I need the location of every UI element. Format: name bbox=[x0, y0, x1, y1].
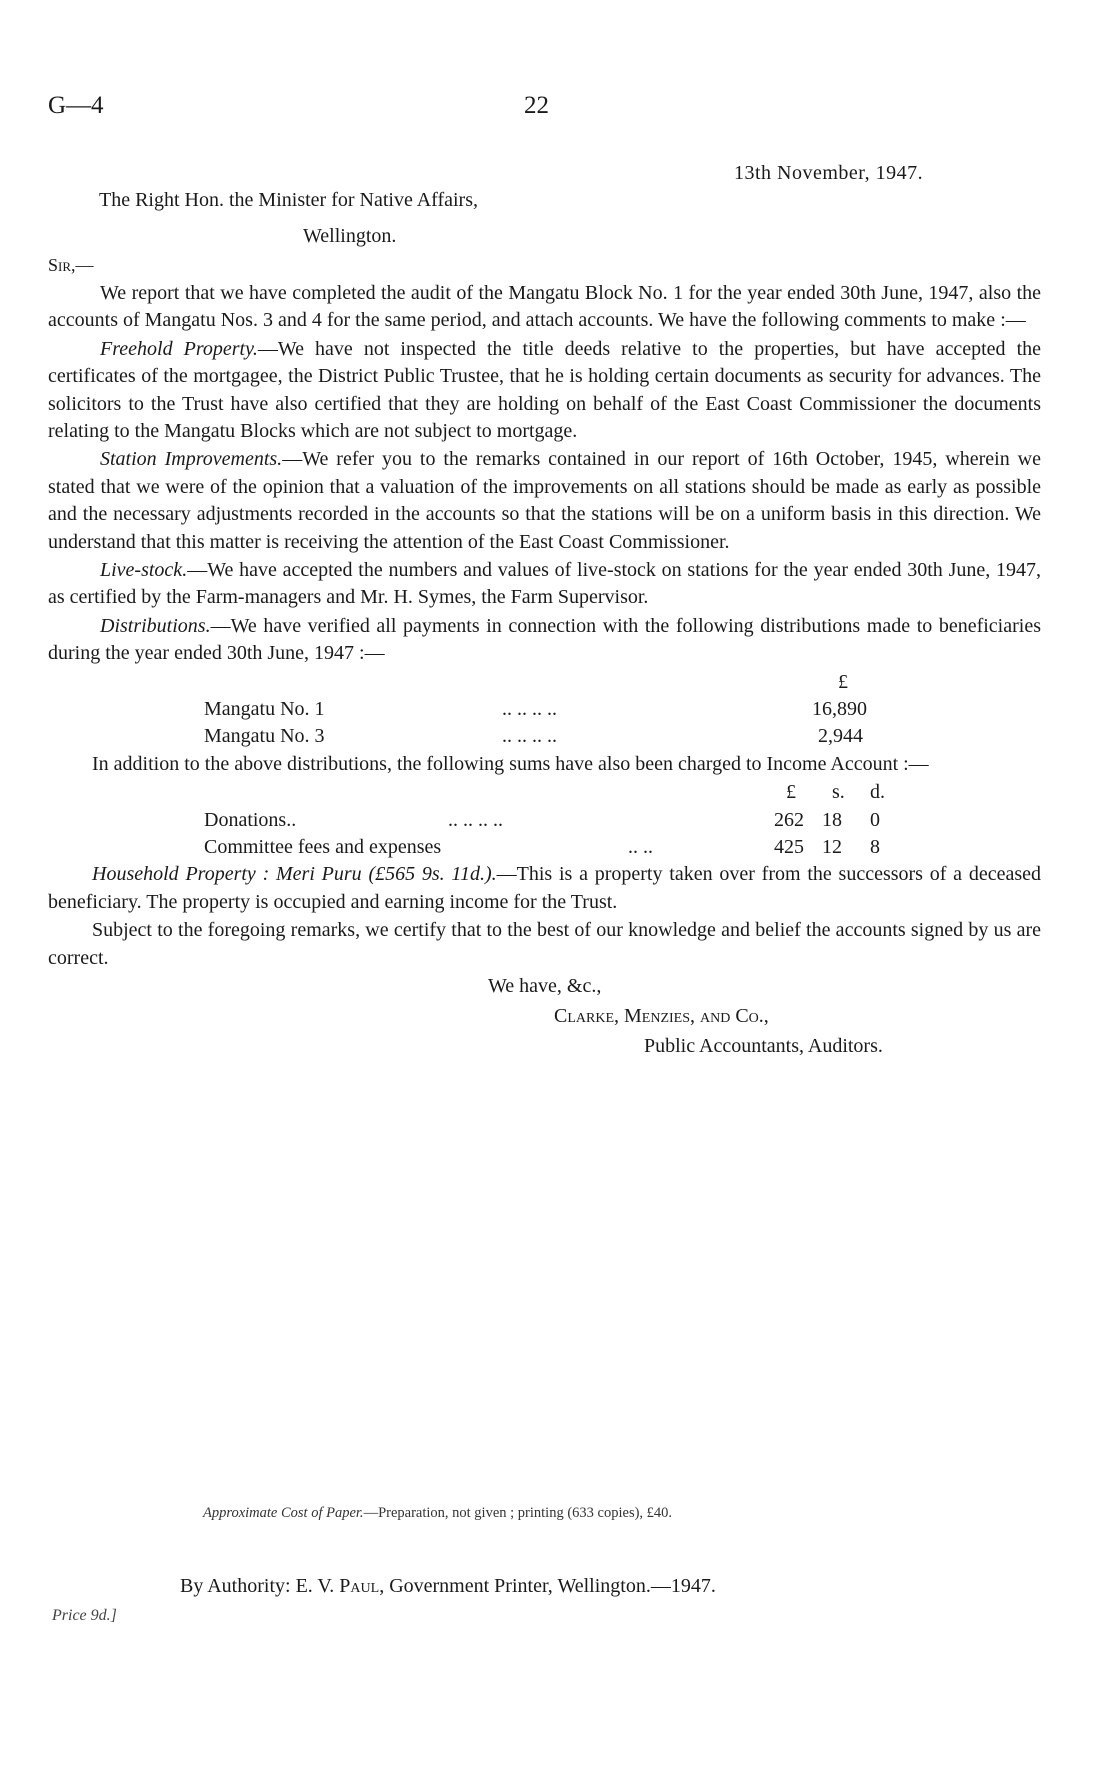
distribution-amount: 16,890 bbox=[812, 698, 867, 721]
freehold-heading: Freehold Property. bbox=[100, 337, 258, 360]
dot-leaders: .. .. .. .. bbox=[502, 725, 557, 748]
page-number: 22 bbox=[524, 92, 549, 119]
letter-date: 13th November, 1947. bbox=[734, 162, 924, 184]
firm-role: Public Accountants, Auditors. bbox=[644, 1035, 883, 1058]
income-pounds: 262 bbox=[774, 808, 804, 831]
income-label: Donations.. bbox=[204, 808, 297, 831]
closing-text: We have, &c., bbox=[488, 975, 602, 998]
dot-leaders: .. .. .. .. bbox=[448, 808, 503, 831]
distribution-row bbox=[48, 723, 1041, 750]
cost-text: —Preparation, not given ; printing (633 copies), £40. bbox=[363, 1505, 673, 1521]
signatory-role bbox=[48, 1033, 1041, 1063]
station-paragraph bbox=[48, 446, 1041, 556]
intro-paragraph: We report that we have completed the audit of the Mangatu Block No. 1 for the year ended 30th June, 1947, also the accounts of Mangatu Nos. 3 and 4 for the same period, and attach accounts. We have the following comments to make :— bbox=[48, 282, 1041, 332]
salutation: Sir,— bbox=[48, 255, 94, 275]
pence-header: d. bbox=[870, 781, 885, 804]
distribution-row bbox=[48, 696, 1041, 723]
document-reference: G—4 bbox=[48, 92, 104, 119]
dot-leaders: .. .. .. .. bbox=[502, 698, 557, 721]
firm-name: Clarke, Menzies, and Co., bbox=[554, 1005, 769, 1028]
income-currency-header bbox=[48, 779, 1041, 806]
addressee-place: Wellington. bbox=[303, 225, 397, 247]
income-shillings: 18 bbox=[822, 808, 842, 831]
freehold-paragraph bbox=[48, 336, 1041, 446]
shillings-header: s. bbox=[832, 781, 845, 804]
livestock-heading: Live-stock. bbox=[100, 559, 188, 582]
income-pence: 0 bbox=[870, 808, 880, 831]
station-heading: Station Improvements. bbox=[100, 448, 283, 471]
income-pounds: 425 bbox=[774, 836, 804, 859]
distribution-label: Mangatu No. 3 bbox=[204, 725, 325, 748]
income-label: Committee fees and expenses bbox=[204, 836, 442, 859]
household-heading: Household Property : Meri Puru (£565 9s. 11d.). bbox=[92, 863, 497, 886]
pound-symbol: £ bbox=[838, 670, 848, 693]
distributions-paragraph bbox=[48, 613, 1041, 668]
income-row bbox=[48, 834, 1041, 861]
distributions-heading: Distributions. bbox=[100, 614, 211, 637]
freehold-text: —We have not inspected the title deeds relative to the properties, but have accepted the certificates of the mortgagee, the District Public Trustee, that he is holding certain documents as security for advances. The solicitors to the Trust have also certified that they are holding on behalf of the East Coast Commissioner the documents relating to the Mangatu Blocks which are not subject to mortgage. bbox=[48, 337, 1041, 443]
cost-footnote bbox=[203, 1505, 672, 1522]
income-pence: 8 bbox=[870, 836, 880, 859]
authority-prefix: By Authority: E. V. bbox=[180, 1575, 340, 1597]
distributions-text: —We have verified all payments in connection with the following distributions made to beneficiaries during the year ended 30th June, 1947 :— bbox=[48, 614, 1041, 665]
certification-paragraph: Subject to the foregoing remarks, we certify that to the best of our knowledge and belief the accounts signed by us are correct. bbox=[48, 919, 1041, 969]
livestock-text: —We have accepted the numbers and values of live-stock on stations for the year ended 30th June, 1947, as certified by the Farm-managers and Mr. H. Symes, the Farm Supervisor. bbox=[48, 559, 1041, 609]
income-row bbox=[48, 807, 1041, 834]
printer-authority bbox=[180, 1575, 716, 1598]
dot-leaders: .. .. bbox=[628, 836, 653, 859]
authority-suffix: , Government Printer, Wellington.—1947. bbox=[379, 1575, 716, 1597]
station-text: —We refer you to the remarks contained in our report of 16th October, 1945, wherein we stated that we were of the opinion that a valuation of the improvements on all stations should be made as early as possible and the necessary adjustments recorded in the accounts so that the stations will be on a uniform basis in this direction. We understand that this matter is receiving the attention of the East Coast Commissioner. bbox=[48, 448, 1041, 553]
household-paragraph bbox=[48, 861, 1041, 916]
distribution-amount: 2,944 bbox=[818, 725, 863, 748]
income-paragraph: In addition to the above distributions, the following sums have also been charged to Income Account :— bbox=[92, 752, 929, 775]
addressee: The Right Hon. the Minister for Native Affairs, bbox=[99, 189, 479, 211]
distribution-label: Mangatu No. 1 bbox=[204, 698, 325, 721]
pound-header: £ bbox=[786, 781, 796, 804]
cost-label: Approximate Cost of Paper. bbox=[203, 1505, 364, 1521]
distributions-currency-header bbox=[48, 669, 1041, 696]
price: Price 9d.] bbox=[52, 1607, 117, 1624]
livestock-paragraph bbox=[48, 557, 1041, 612]
letter-body bbox=[48, 280, 1041, 1063]
household-text: —This is a property taken over from the successors of a deceased beneficiary. The property is occupied and earning income for the Trust. bbox=[48, 863, 1041, 913]
signatory-firm bbox=[48, 1003, 1041, 1033]
printer-name: Paul bbox=[339, 1575, 380, 1597]
income-shillings: 12 bbox=[822, 836, 842, 859]
closing bbox=[48, 973, 1041, 1003]
